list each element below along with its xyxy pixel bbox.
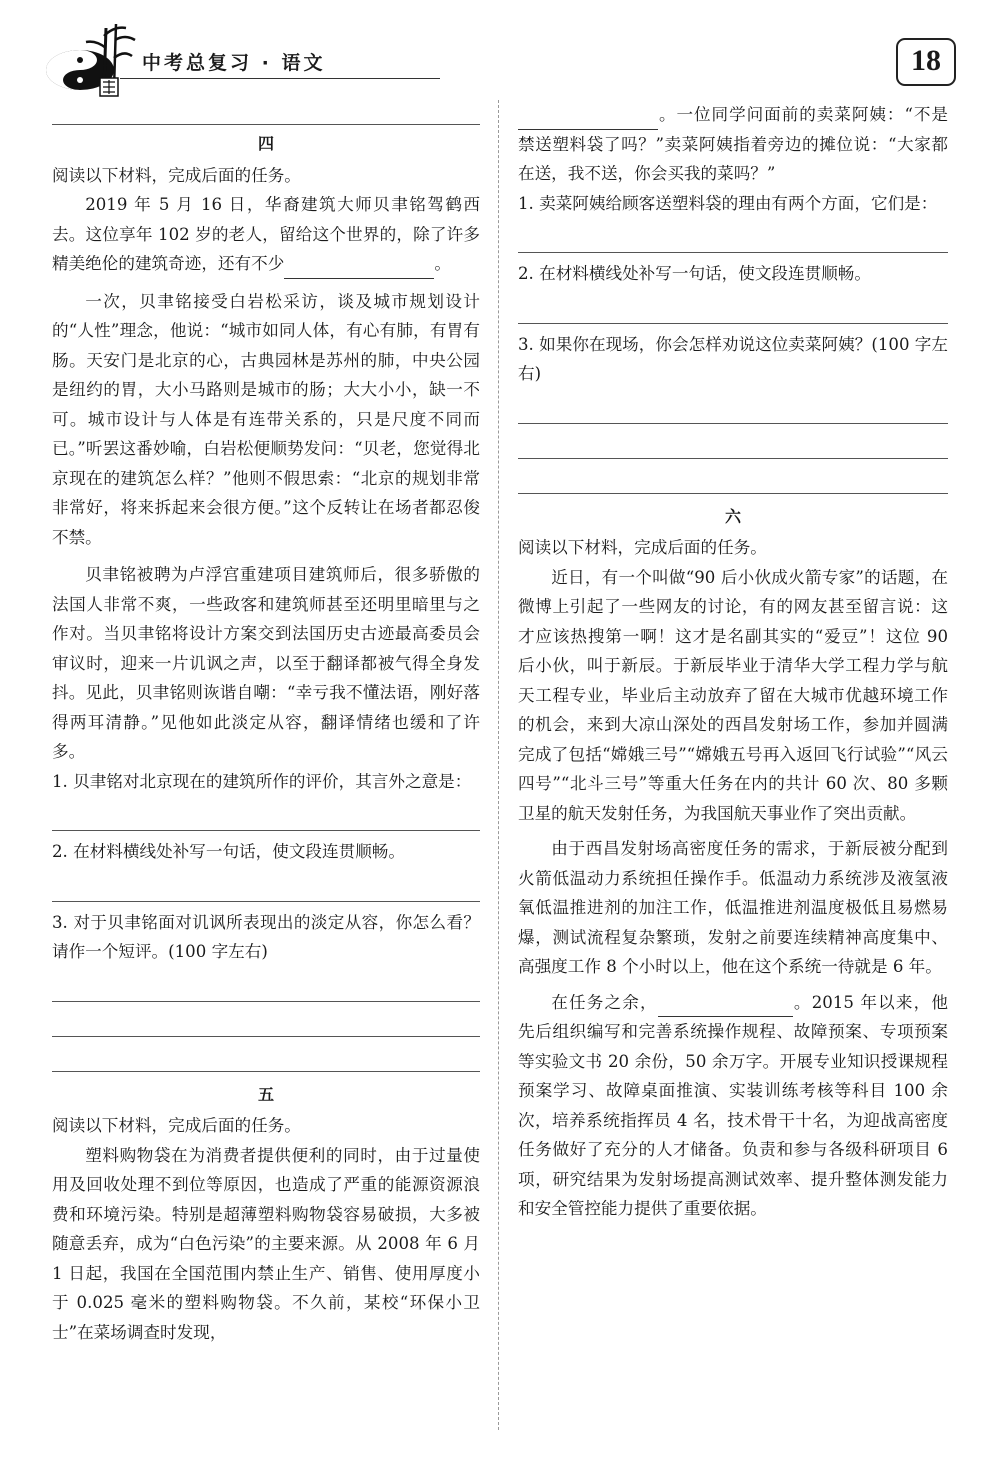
- section-rule: [52, 124, 480, 125]
- bamboo-yin-yang-logo-icon: [40, 18, 140, 98]
- section-4-question-2: 2. 在材料横线处补写一句话，使文段连贯顺畅。: [52, 842, 405, 861]
- section-5-question-2: 2. 在材料横线处补写一句话，使文段连贯顺畅。: [518, 264, 871, 283]
- section-4-paragraph-3: 贝聿铭被聘为卢浮宫重建项目建筑师后，很多骄傲的法国人非常不爽，一些政客和建筑师甚至还明里暗里与之作对。当贝聿铭将设计方案交到法国历史古迹最高委员会审议时，迎来一片讥讽之声，以至于翻译都被气得全身发抖。见此，贝聿铭则诙谐自嘲：“幸亏我不懂法语，刚好落得两耳清静。”见他如此淡定从容，翻译情绪也缓和了许多。: [52, 565, 480, 761]
- answer-line[interactable]: [518, 389, 948, 424]
- section-6-paragraph-1: 近日，有一个叫做“90 后小伙成火箭专家”的话题，在微博上引起了一些网友的讨论，有的网友甚至留言说：这才应该热搜第一啊！这才是名副其实的“爱豆”！这位 90 后小伙，叫于新辰。于新辰毕业于清华大学工程力学与航天工程专业，毕业后主动放弃了留在大城市优越环境工作的机会，来到大凉山深处的西昌发射场工作，参加并圆满完成了包括“嫦娥三号”“嫦娥五号再入返回飞行试验”“风云四号”“北斗三号”等重大任务在内的共计 60 次、80 多颗卫星的航天发射任务，为我国航天事业作了突出贡献。: [518, 567, 948, 823]
- section-4-intro: 阅读以下材料，完成后面的任务。: [52, 165, 301, 185]
- answer-line[interactable]: [52, 867, 480, 902]
- header-title: 中考总复习 · 语文: [142, 52, 326, 74]
- answer-line[interactable]: [52, 1037, 480, 1072]
- page-number-badge: 18: [896, 38, 956, 86]
- fill-blank[interactable]: [284, 258, 434, 279]
- section-4-paragraph-2: 一次，贝聿铭接受白岩松采访，谈及城市规划设计的“人性”理念，他说：“城市如同人体，有心有肺，有胃有肠。天安门是北京的心，古典园林是苏州的肺，中央公园是纽约的胃，大小马路则是城市的肠；大大小小，缺一不可。城市设计与人体是有连带关系的，只是尺度不同而已。”听罢这番妙喻，白岩松便顺势发问：“贝老，您觉得北京现在的建筑怎么样？”他则不假思索：“北京的规划非常非常好，将来拆起来会很方便。”这个反转让在场者都忍俊不禁。: [52, 291, 480, 547]
- right-column: [518, 100, 948, 1224]
- section-4-title: 四: [257, 134, 274, 153]
- section-4-paragraph-1: 2019 年 5 月 16 日，华裔建筑大师贝聿铭驾鹤西去。这位享年 102 岁的老人，留给这个世界的，除了许多精美绝伦的建筑奇迹，还有不少 。: [52, 190, 480, 279]
- column-divider: [498, 100, 499, 1430]
- section-6-intro: 阅读以下材料，完成后面的任务。: [518, 538, 767, 557]
- section-5-intro: 阅读以下材料，完成后面的任务。: [52, 1116, 301, 1135]
- section-5-paragraph-1: 塑料购物袋在为消费者提供便利的同时，由于过量使用及回收处理不到位等原因，也造成了严重的能源资源浪费和环境污染。特别是超薄塑料购物袋容易破损，大多被随意丢弃，成为“白色污染”的主要来源。从 2008 年 6 月 1 日起，我国在全国范围内禁止生产、销售、使用厚度小于 0.025 毫米的塑料购物袋。不久前，某校“环保小卫士”在菜场调查时发现，: [52, 1145, 480, 1342]
- section-5-question-3: 3. 如果你在现场，你会怎样劝说这位卖菜阿姨？(100 字左右): [518, 334, 948, 383]
- header-rule: [120, 78, 440, 79]
- page-header: [0, 0, 1000, 110]
- section-4-question-3: 3. 对于贝聿铭面对讥讽所表现出的淡定从容，你怎么看？请作一个短评。(100 字左右): [52, 912, 480, 961]
- section-5-paragraph-1-cont: 。一位同学问面前的卖菜阿姨：“不是禁送塑料袋了吗？”卖菜阿姨指着旁边的摊位说：“大家都在送，我不送，你会买我的菜吗？”: [518, 105, 948, 183]
- fill-blank[interactable]: [658, 996, 793, 1017]
- answer-line[interactable]: [518, 289, 948, 324]
- answer-line[interactable]: [518, 424, 948, 459]
- section-6-title: 六: [724, 506, 741, 526]
- answer-line[interactable]: [518, 218, 948, 253]
- answer-line[interactable]: [52, 967, 480, 1002]
- answer-line[interactable]: [52, 1002, 480, 1037]
- fill-blank[interactable]: [518, 109, 658, 130]
- section-6-paragraph-2: 由于西昌发射场高密度任务的需求，于新辰被分配到火箭低温动力系统担任操作手。低温动力系统涉及液氢液氧低温推进剂的加注工作，低温推进剂温度极低且易燃易爆，测试流程复杂繁琐，发射之前要连续精神高度集中、高强度工作 8 个小时以上，他在这个系统一待就是 6 年。: [518, 839, 948, 976]
- answer-line[interactable]: [52, 796, 480, 831]
- section-5-title: 五: [257, 1084, 274, 1104]
- section-6-paragraph-3: 在任务之余， 。2015 年以来，他先后组织编写和完善系统操作规程、故障预案、专项预案等实验文书 20 余份，50 余万字。开展专业知识授课规程预案学习、故障桌面推演、实装训练考核等科目 100 余次，培养系统指挥员 4 名，技术骨干十名，为迎战高密度任务做好了充分的人才储备。负责和参与各级科研项目 6 项，研究结果为发射场提高测试效率、提升整体测发能力和安全管控能力提供了重要依据。: [518, 992, 949, 1218]
- section-4-question-1: 1. 贝聿铭对北京现在的建筑所作的评价，其言外之意是：: [52, 771, 472, 791]
- left-column: [52, 100, 480, 1347]
- answer-line[interactable]: [518, 459, 948, 494]
- section-5-question-1: 1. 卖菜阿姨给顾客送塑料袋的理由有两个方面，它们是：: [518, 193, 938, 213]
